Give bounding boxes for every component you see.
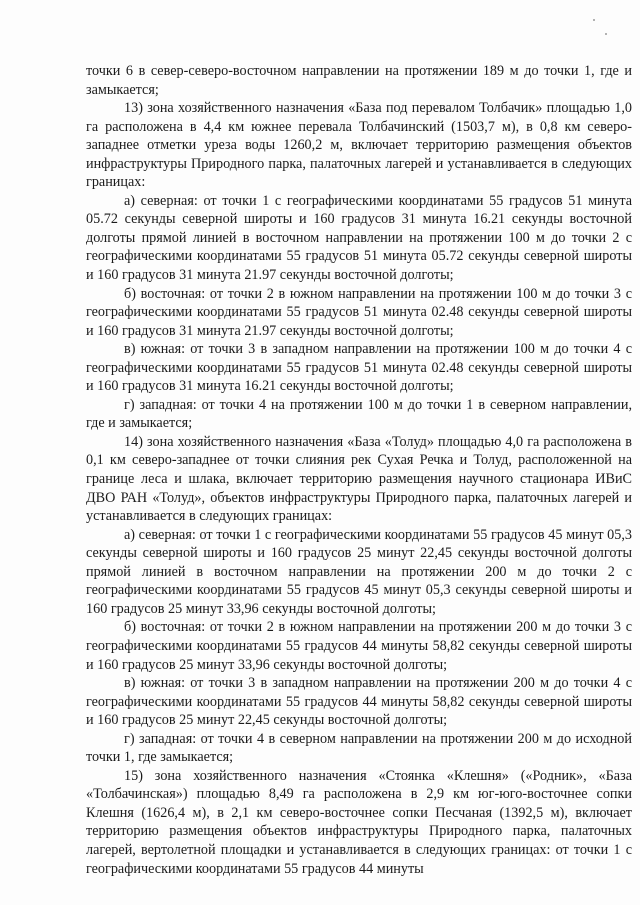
paragraph-zone-15: 15) зона хозяйственного назначения «Стоянка «Клешня» («Родник», «База «Толбачинская») площадью 8,49 га расположена в 2,9 км юг-юго-восточнее сопки Клешня (1626,4 м), в 2,1 км северо-восточнее сопки Песчаная (1392,5 м), включает территорию размещения объектов инфраструктуры Природного парка, палаточных лагерей, вертолетной площадки и устанавливается в следующих границах: от точки 1 с географическими координатами 55 градусов 44 минуты — [86, 767, 632, 877]
paragraph-zone-13-west: г) западная: от точки 4 на протяжении 100 м до точки 1 в северном направлении, где и замыкается; — [86, 396, 632, 432]
paragraph-zone-13-south: в) южная: от точки 3 в западном направлении на протяжении 100 м до точки 4 с географическими координатами 55 градусов 51 минута 02.48 секунды северной широты и 160 градусов 31 минута 16.21 секунды восточной долготы; — [86, 341, 632, 395]
paragraph-zone-13-north: а) северная: от точки 1 с географическими координатами 55 градусов 51 минута 05.72 секунды северной широты и 160 градусов 31 минута 16.21 секунды восточной долготы прямой линией в восточном направлении на протяжении 100 м до точки 2 с географическими координатами 55 градусов 51 минута 05.72 секунды северной широты и 160 градусов 31 минута 21.97 секунды восточной долготы; — [86, 192, 632, 284]
paragraph-continuation: точки 6 в север-северо-восточном направлении на протяжении 189 м до точки 1, где и замыкается; — [86, 63, 632, 98]
scan-speck — [593, 19, 595, 21]
paragraph-zone-14-east: б) восточная: от точки 2 в южном направлении на протяжении 200 м до точки 3 с географическими координатами 55 градусов 44 минуты 58,82 секунды северной широты и 160 градусов 25 минут 33,96 секунды восточной долготы; — [86, 619, 632, 673]
paragraph-zone-14-north: а) северная: от точки 1 с географическими координатами 55 градусов 45 минут 05,3 секунды северной широты и 160 градусов 25 минут 22,45 секунды восточной долготы прямой линией в восточном направлении на протяжении 200 м до точки 2 с географическими координатами 55 градусов 45 минут 05,3 секунды северной широты и 160 градусов 25 минут 33,96 секунды восточной долготы; — [86, 526, 632, 617]
paragraph-zone-14-south: в) южная: от точки 3 в западном направлении на протяжении 200 м до точки 4 с географическими координатами 55 градусов 44 минуты 58,82 секунды северной широты и 160 градусов 25 минут 22,45 секунды восточной долготы; — [86, 675, 632, 729]
paragraph-zone-14-west: г) западная: от точки 4 в северном направлении на протяжении 200 м до исходной точки 1, где замыкается; — [86, 730, 632, 766]
paragraph-zone-13-east: б) восточная: от точки 2 в южном направлении на протяжении 100 м до точки 3 с географическими координатами 55 градусов 51 минута 02.48 секунды северной широты и 160 градусов 31 минута 21.97 секунды восточной долготы; — [86, 285, 632, 339]
paragraph-zone-13: 13) зона хозяйственного назначения «База под перевалом Толбачик» площадью 1,0 га расположена в 4,4 км южнее перевала Толбачинский (1503,7 м), в 0,8 км северо-западнее отметки уреза воды 1260,2 м, включает территорию размещения объектов инфраструктуры Природного парка, палаточных лагерей и устанавливается в следующих границах: — [86, 100, 632, 191]
document-body — [86, 62, 632, 878]
paragraph-zone-14: 14) зона хозяйственного назначения «База «Толуд» площадью 4,0 га расположена в 0,1 км северо-западнее от точки слияния рек Сухая Речка и Толуд, расположенной на границе леса и шлака, включает территорию размещения научного стационара ИВиС ДВО РАН «Толуд», объектов инфраструктуры Природного парка, палаточных лагерей и устанавливается в следующих границах: — [86, 433, 632, 525]
scan-speck — [605, 33, 607, 35]
